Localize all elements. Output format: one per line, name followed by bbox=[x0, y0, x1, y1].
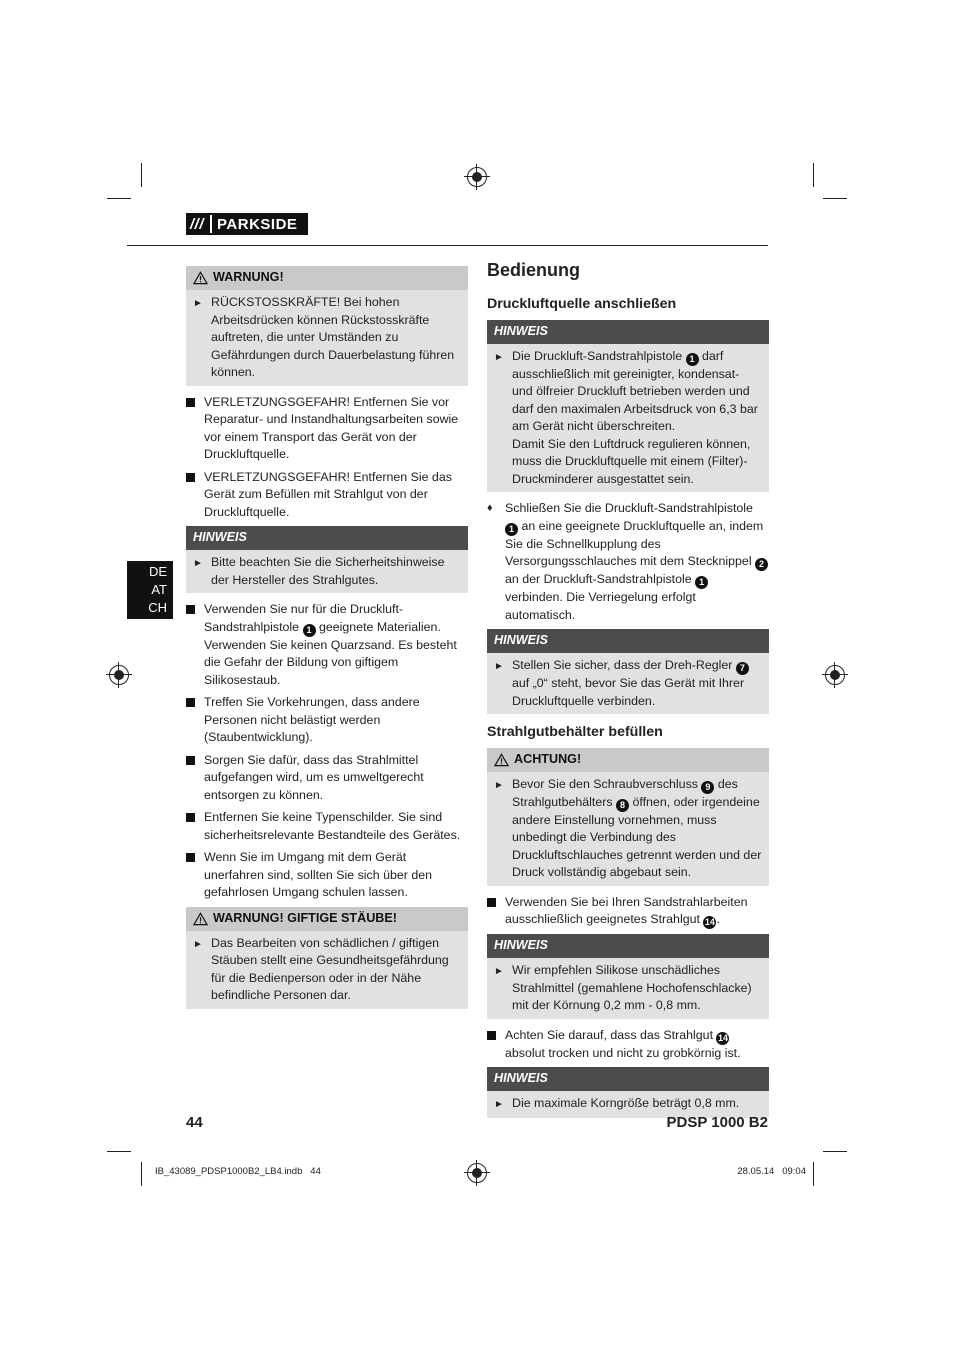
caution-title: ACHTUNG! bbox=[514, 751, 582, 766]
hint-box bbox=[487, 1067, 769, 1118]
registration-mark-icon bbox=[109, 665, 129, 685]
hint-text: Die Druckluft-Sandstrahlpistole 1 darf ausschließlich mit gereinigter, kondensat- und ölfreier Druckluft betrieben werden und darf den maximalen Arbeitsdruck von 6,3 bar am Gerät nicht überschreiten. Damit Sie den Luftdruck regulieren können, muss die Druckluftquelle mit einem (Filter)-Druckminderer ausgestattet sein. bbox=[512, 348, 758, 486]
square-bullet-icon bbox=[186, 394, 204, 464]
hint-header: HINWEIS bbox=[487, 629, 769, 653]
hint-box bbox=[186, 526, 468, 593]
hint-box bbox=[487, 934, 769, 1019]
warning-text: Das Bearbeiten von schädlichen / giftigen Stäuben stellt eine Gesundheitsgefährdung für die Bedienperson oder in der Nähe befindliche Personen dar. bbox=[211, 935, 449, 1002]
warning-triangle-icon bbox=[193, 271, 208, 285]
crop-mark bbox=[107, 198, 131, 199]
warning-box bbox=[186, 266, 468, 386]
lang-de: DE bbox=[148, 564, 167, 579]
hint-header: HINWEIS bbox=[487, 934, 769, 958]
list-item: Achten Sie darauf, dass das Strahlgut 14 absolut trocken und nicht zu grobkörnig ist. bbox=[505, 1027, 741, 1060]
square-bullet-icon bbox=[186, 601, 204, 689]
crop-mark bbox=[823, 198, 847, 199]
arrow-bullet-icon: ► bbox=[494, 779, 504, 791]
list-item: VERLETZUNGSGEFAHR! Entfernen Sie das Gerät zum Befüllen mit Strahlgut von der Druckluftquelle. bbox=[204, 469, 452, 519]
hint-box bbox=[487, 320, 769, 493]
hint-header: HINWEIS bbox=[186, 526, 468, 550]
warning-header bbox=[186, 266, 468, 290]
registration-mark-icon bbox=[825, 665, 845, 685]
square-bullet-icon bbox=[186, 752, 204, 805]
list-item: VERLETZUNGSGEFAHR! Entfernen Sie vor Reparatur- und Instandhaltungsarbeiten sowie vor einem Transport das Gerät von der Druckluftquelle. bbox=[204, 394, 459, 461]
page-number: 44 bbox=[186, 1114, 203, 1131]
square-bullet-icon bbox=[186, 849, 204, 902]
warning-box bbox=[186, 907, 468, 1009]
arrow-bullet-icon: ► bbox=[494, 351, 504, 363]
logo-mark: /// bbox=[190, 215, 205, 233]
section-title: Bedienung bbox=[487, 260, 580, 280]
list-item: Entfernen Sie keine Typenschilder. Sie sind sicherheitsrelevante Bestandteile des Gerätes. bbox=[204, 810, 461, 842]
model-name: PDSP 1000 B2 bbox=[666, 1114, 768, 1131]
warning-title: WARNUNG! GIFTIGE STÄUBE! bbox=[213, 910, 397, 925]
part-number-badge: 14 bbox=[717, 1032, 728, 1043]
part-number-badge: 1 bbox=[695, 576, 708, 589]
header-rule bbox=[127, 245, 768, 246]
file-slug: IB_43089_PDSP1000B2_LB4.indb 44 bbox=[155, 1166, 321, 1177]
hint-header: HINWEIS bbox=[487, 320, 769, 344]
square-bullet-icon bbox=[487, 894, 505, 930]
warning-header bbox=[186, 907, 468, 931]
arrow-bullet-icon: ► bbox=[193, 938, 203, 950]
part-number-badge: 1 bbox=[303, 624, 316, 637]
crop-mark bbox=[823, 1151, 847, 1152]
hint-text: Bitte beachten Sie die Sicherheitshinweise der Hersteller des Strahlgutes. bbox=[211, 555, 445, 587]
caution-header bbox=[487, 748, 769, 772]
list-item: Verwenden Sie nur für die Druckluft-Sandstrahlpistole 1 geeignete Materialien. Verwenden Sie keinen Quarzsand. Es besteht die Gefahr der Bildung von giftigem Silikosestaub. bbox=[204, 602, 457, 687]
caution-box bbox=[487, 748, 769, 886]
warning-text: RÜCKSTOSSKRÄFTE! Bei hohen Arbeitsdrücken können Rückstosskräfte auftreten, die unter Umständen zu Gefährdungen durch Dauerbelastung führen können. bbox=[211, 295, 455, 379]
list-item: Treffen Sie Vorkehrungen, dass andere Personen nicht belästigt werden (Staubentwicklung). bbox=[204, 695, 420, 744]
language-tab bbox=[127, 561, 173, 619]
step-item: Schließen Sie die Druckluft-Sandstrahlpistole 1 an eine geeignete Druckluftquelle an, indem Sie die Schnellkupplung des Versorgungsschlauches mit dem Stecknippel 2 an der Druckluft-Sandstrahlpistole 1 verbinden. Die Verriegelung erfolgt automatisch. bbox=[505, 500, 769, 624]
parkside-logo bbox=[186, 213, 308, 235]
square-bullet-icon bbox=[186, 809, 204, 844]
hint-text: Die maximale Korngröße beträgt 0,8 mm. bbox=[512, 1096, 740, 1110]
list-item: Wenn Sie im Umgang mit dem Gerät unerfahren sind, sollten Sie sich über den gefahrlosen Umgang schulen lassen. bbox=[204, 850, 432, 899]
left-column bbox=[186, 266, 468, 1017]
crop-mark bbox=[107, 1151, 131, 1152]
caution-text: Bevor Sie den Schraubverschluss 9 des Strahlgutbehälters 8 öffnen, oder irgendeine andere Einstellung vornehmen, muss unbedingt die Verbindung des Druckluftschlauches getrennt werden und der Druck vollständig abgebaut sein. bbox=[512, 776, 762, 879]
arrow-bullet-icon: ► bbox=[193, 298, 203, 309]
hint-text: Wir empfehlen Silikose unschädliches Strahlmittel (gemahlene Hochofenschlacke) mit der Körnung 0,2 mm - 0,8 mm. bbox=[512, 963, 752, 1012]
registration-mark-icon bbox=[467, 1163, 487, 1183]
subsection-title: Druckluftquelle anschließen bbox=[487, 296, 677, 312]
list-item: Sorgen Sie dafür, dass das Strahlmittel aufgefangen wird, um es umweltgerecht entsorgen zu können. bbox=[204, 752, 424, 802]
part-number-badge: 1 bbox=[686, 353, 699, 366]
arrow-bullet-icon: ► bbox=[193, 558, 203, 569]
registration-mark-icon bbox=[467, 167, 487, 187]
hint-box bbox=[487, 629, 769, 714]
square-bullet-icon bbox=[186, 694, 204, 747]
part-number-badge: 7 bbox=[736, 662, 749, 675]
list-item: Verwenden Sie bei Ihren Sandstrahlarbeiten ausschließlich geeignetes Strahlgut 14 . bbox=[505, 894, 748, 927]
square-bullet-icon bbox=[186, 469, 204, 522]
square-bullet-icon bbox=[487, 1027, 505, 1063]
crop-mark bbox=[813, 163, 814, 187]
part-number-badge: 1 bbox=[505, 523, 518, 536]
part-number-badge: 8 bbox=[616, 799, 629, 812]
subsection-title: Strahlgutbehälter befüllen bbox=[487, 724, 663, 740]
crop-mark bbox=[141, 163, 142, 187]
crop-mark bbox=[813, 1162, 814, 1186]
hint-text: Stellen Sie sicher, dass der Dreh-Regler 7 auf „0“ steht, bevor Sie das Gerät mit Ihrer Druckluftquelle verbinden. bbox=[512, 657, 762, 710]
crop-mark bbox=[141, 1162, 142, 1186]
date-slug: 28.05.14 09:04 bbox=[737, 1166, 806, 1177]
warning-triangle-icon bbox=[193, 912, 208, 926]
hint-header: HINWEIS bbox=[487, 1067, 769, 1091]
lang-at: AT bbox=[151, 582, 167, 597]
logo-text: PARKSIDE bbox=[210, 215, 297, 233]
lang-ch: CH bbox=[148, 600, 167, 615]
part-number-badge: 2 bbox=[755, 558, 768, 571]
right-column bbox=[487, 262, 769, 1126]
arrow-bullet-icon: ► bbox=[494, 1099, 504, 1110]
arrow-bullet-icon: ► bbox=[494, 966, 504, 977]
warning-title: WARNUNG! bbox=[213, 270, 284, 285]
part-number-badge: 9 bbox=[701, 781, 714, 794]
part-number-badge: 14 bbox=[704, 917, 715, 927]
diamond-bullet-icon: ♦ bbox=[487, 502, 493, 514]
warning-triangle-icon bbox=[494, 753, 509, 767]
arrow-bullet-icon: ► bbox=[494, 661, 504, 672]
